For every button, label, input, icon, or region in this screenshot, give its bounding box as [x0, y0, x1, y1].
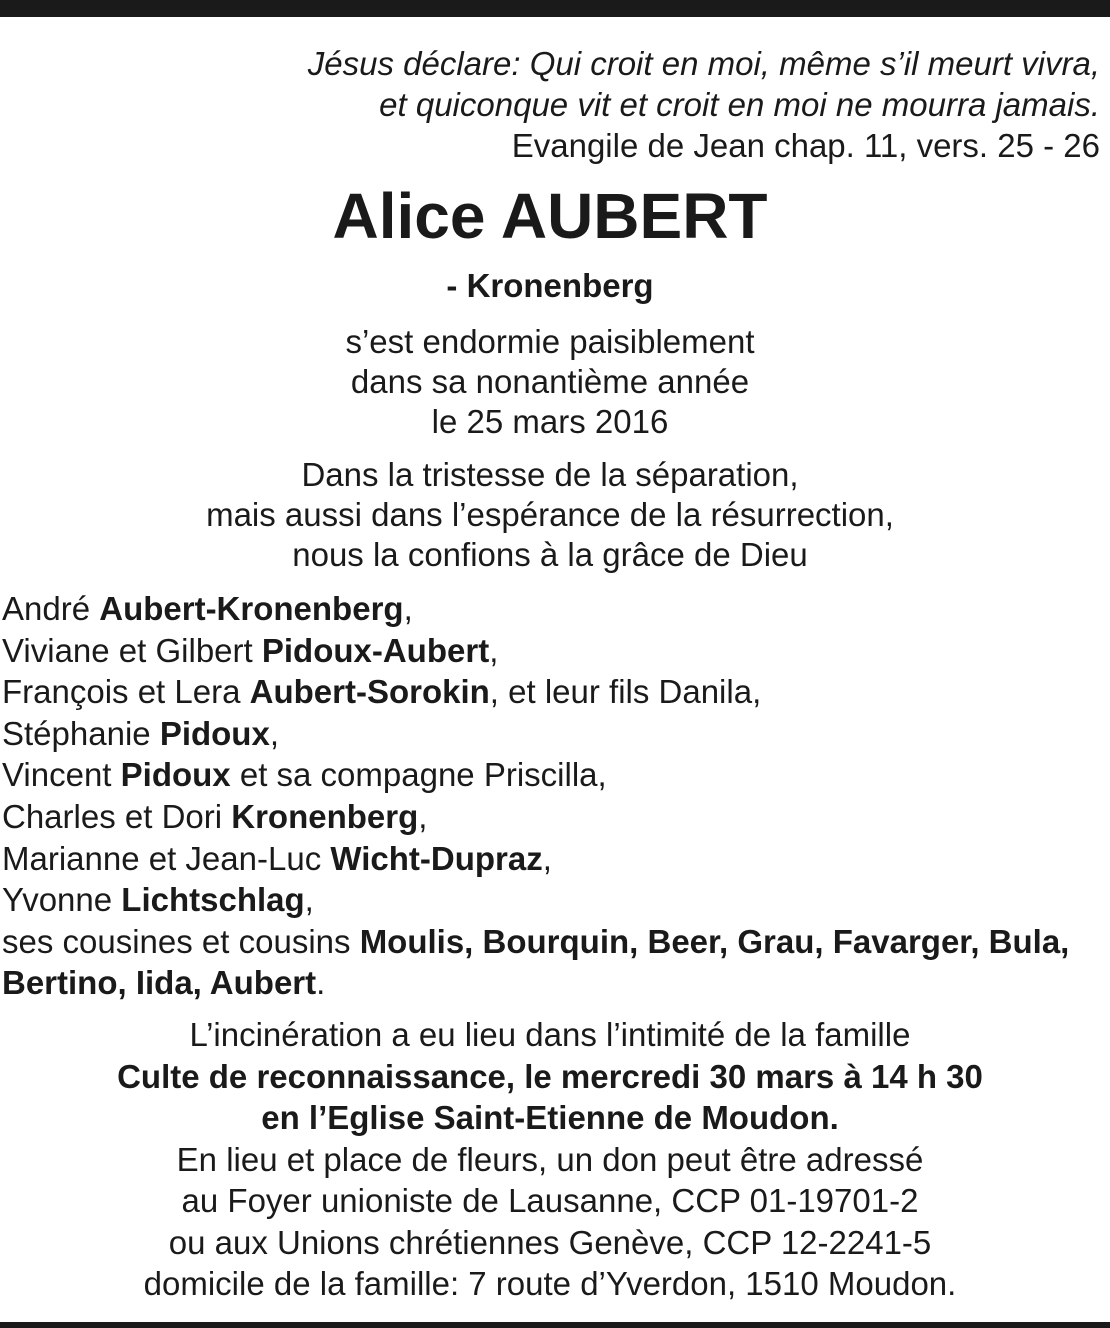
announcement	[0, 322, 1100, 442]
donation-line: ou aux Unions chrétiennes Genève, CCP 12-2241-5	[168, 1223, 932, 1261]
family-member: Viviane et Gilbert Pidoux-Aubert,	[2, 631, 499, 669]
ceremony-details	[0, 1014, 1100, 1305]
service-line: Culte de reconnaissance, le mercredi 30 mars à 14 h 30	[117, 1057, 983, 1095]
faith-line: mais aussi dans l’espérance de la résurrection,	[206, 496, 894, 533]
family-list	[2, 588, 1110, 1004]
announcement-date: le 25 mars 2016	[431, 403, 669, 440]
quote-line-1: Jésus déclare: Qui croit en moi, même s’il meurt vivra,	[307, 45, 1100, 82]
faith-statement	[0, 455, 1100, 575]
family-member: Vincent Pidoux et sa compagne Priscilla,	[2, 756, 607, 794]
family-address: domicile de la famille: 7 route d’Yverdon, 1510 Moudon.	[143, 1265, 957, 1302]
family-member: François et Lera Aubert-Sorokin, et leur fils Danila,	[2, 673, 762, 711]
family-member: Stéphanie Pidoux,	[2, 714, 279, 752]
service-location: en l’Eglise Saint-Etienne de Moudon.	[261, 1099, 839, 1136]
family-cousins: ses cousines et cousins Moulis, Bourquin, Beer, Grau, Favarger, Bula,	[2, 922, 1070, 960]
donation-line: au Foyer unioniste de Lausanne, CCP 01-19701-2	[181, 1182, 919, 1219]
family-cousins-continued: Bertino, Iida, Aubert.	[2, 964, 326, 1002]
bible-quote	[308, 43, 1100, 166]
faith-line: nous la confions à la grâce de Dieu	[292, 536, 808, 573]
top-rule	[0, 0, 1110, 17]
announcement-line: s’est endormie paisiblement	[345, 323, 755, 360]
quote-line-2: et quiconque vit et croit en moi ne mourra jamais.	[379, 86, 1100, 123]
faith-line: Dans la tristesse de la séparation,	[301, 456, 799, 493]
bottom-rule	[0, 1322, 1110, 1328]
family-member: André Aubert-Kronenberg,	[2, 590, 413, 627]
cremation-note: L’incinération a eu lieu dans l’intimité de la famille	[189, 1016, 911, 1053]
family-member: Yvonne Lichtschlag,	[2, 881, 314, 919]
family-member: Marianne et Jean-Luc Wicht-Dupraz,	[2, 839, 552, 877]
maiden-name: - Kronenberg	[446, 267, 654, 304]
family-member: Charles et Dori Kronenberg,	[2, 797, 428, 835]
donation-line: En lieu et place de fleurs, un don peut être adressé	[176, 1140, 924, 1178]
announcement-line: dans sa nonantième année	[350, 363, 750, 400]
deceased-name: Alice AUBERT	[332, 180, 768, 252]
quote-reference: Evangile de Jean chap. 11, vers. 25 - 26	[511, 127, 1100, 164]
